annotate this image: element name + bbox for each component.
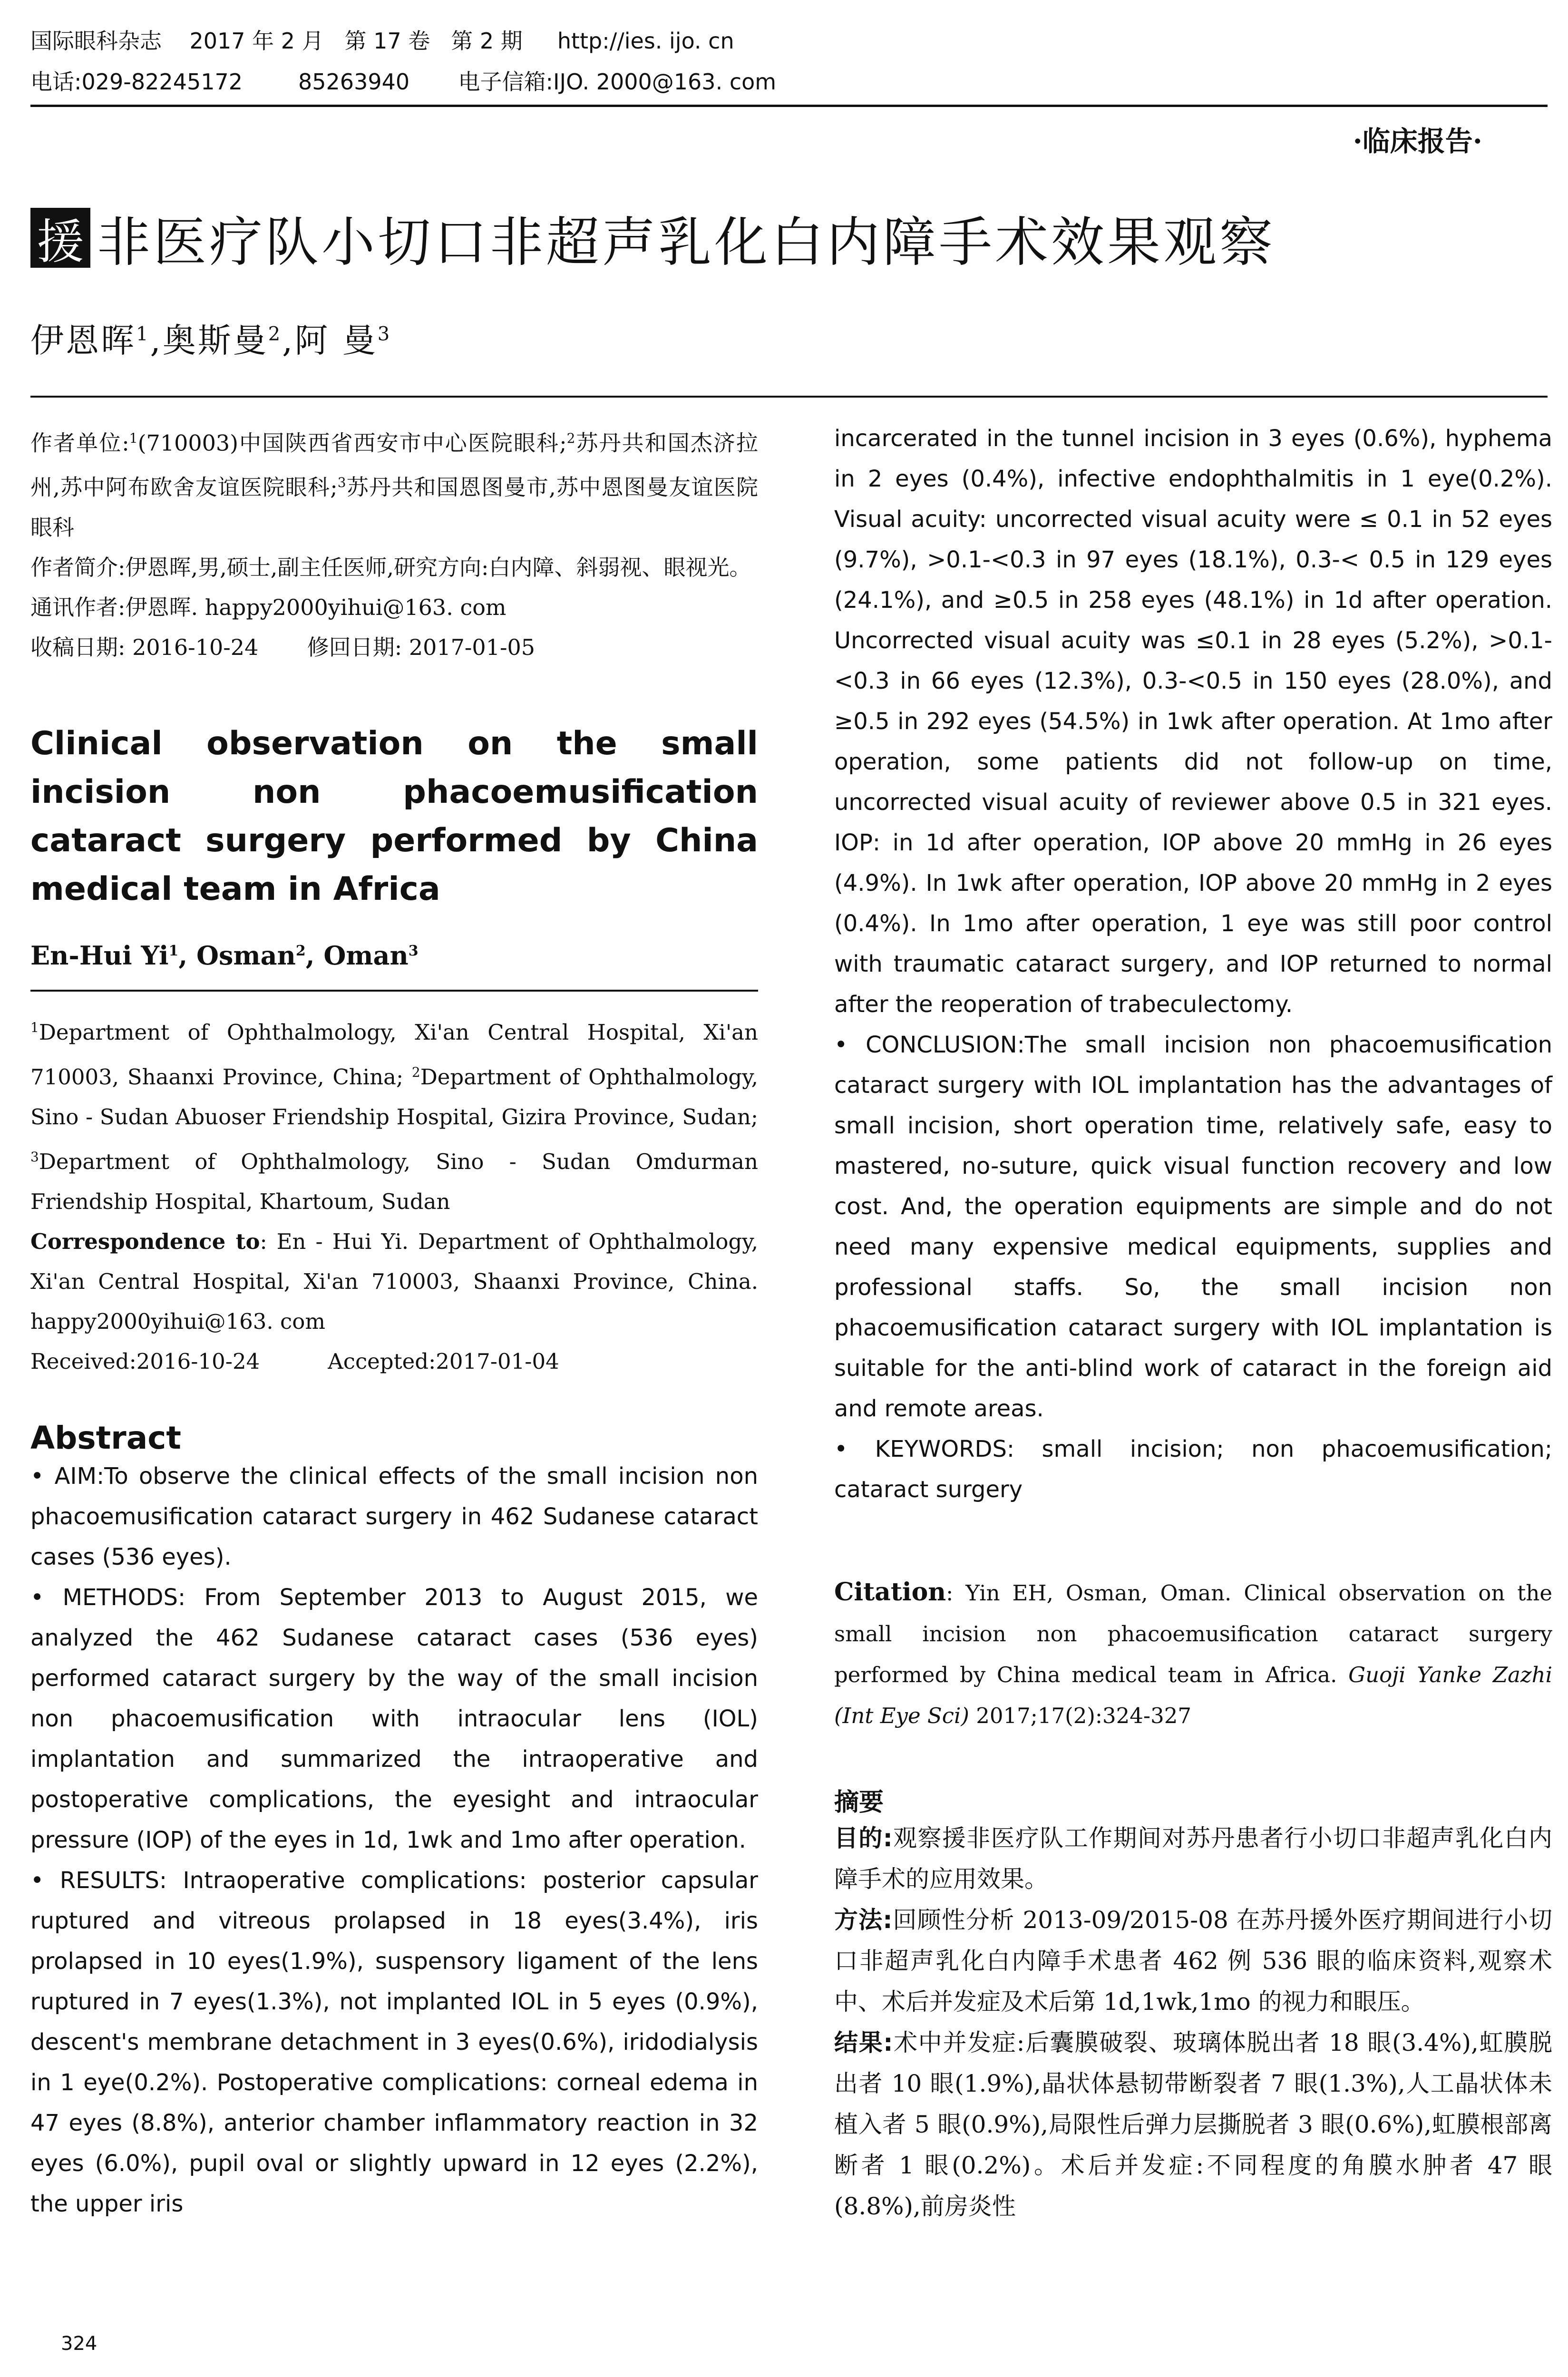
abstract-keywords: • KEYWORDS: small incision; non phacoemusification; cataract surgery xyxy=(834,1436,1552,1503)
authors-chinese: 伊恩晖$^1$,奥斯曼$^2$,阿 曼$^3$ xyxy=(30,321,392,360)
correspondence: Correspondence to: En - Hui Yi. Department of Ophthalmology, Xi'an Central Hospital, Xi'an 710003, Shaanxi Province, China. happy2000yihui@163. com xyxy=(30,1228,759,1334)
title-text: 非医疗队小切口非超声乳化白内障手术效果观察 xyxy=(97,211,1276,273)
left-column xyxy=(30,419,758,2224)
abstract-aim: • AIM:To observe the clinical effects of the small incision non phacoemusification cataract surgery in 462 Sudanese cataract cases (536 eyes). xyxy=(30,1462,758,1570)
abstract-conclusion: • CONCLUSION:The small incision non phacoemusification cataract surgery with IOL implantation has the advantages of small incision, short operation time, relatively safe, easy to mastered, no-suture, quick visual function recovery and low cost. And, the operation equipments are simple and do not need many expensive medical equipments, supplies and professional staffs. So, the small incision non phacoemusification cataract surgery with IOL implantation is suitable for the anti-blind work of cataract in the foreign aid and remote areas. xyxy=(834,1032,1552,1422)
english-title: Clinical observation on the small incision non phacoemusification cataract surgery performed by China medical team in Africa xyxy=(30,724,758,908)
chinese-abstract-heading: 摘要 xyxy=(834,1788,884,1817)
header-rule xyxy=(30,105,1548,107)
chinese-abstract-results: 结果:术中并发症:后囊膜破裂、玻璃体脱出者 18 眼(3.4%),虹膜脱出者 10 眼(1.9%),晶状体悬韧带断裂者 7 眼(1.3%),人工晶状体未植入者 5 眼(0.9%),局限性后弹力层撕脱者 3 眼(0.6%),虹膜根部离断者 1 眼(0.2%)。术后并发症:不同程度的角膜水肿者 47 眼(8.8%),前房炎性 xyxy=(834,2029,1552,2220)
dates-cn: 收稿日期: 2016-10-24 修回日期: 2017-01-05 xyxy=(30,634,536,660)
received-accepted: Received:2016-10-24 Accepted:2017-01-04 xyxy=(30,1348,559,1374)
section-tag: ·临床报告· xyxy=(1353,125,1482,157)
corresponding-author-cn: 通讯作者:伊恩晖. happy2000yihui@163. com xyxy=(30,594,506,620)
title-first-char-inverted: 援 xyxy=(30,208,90,268)
author-units: 作者单位:$^1$(710003)中国陕西省西安市中心医院眼科;$^2$苏丹共和国杰济拉州,苏中阿布欧舍友谊医院眼科;$^3$苏丹共和国恩图曼市,苏中恩图曼友谊医院眼科 xyxy=(30,430,759,540)
author-info-chinese xyxy=(30,419,758,667)
right-column xyxy=(834,419,1552,2227)
abstract-methods: • METHODS: From September 2013 to August 2015, we analyzed the 462 Sudanese cataract cases (536 eyes) performed cataract surgery by the way of the small incision non phacoemusification with intraocular lens (IOL) implantation and summarized the intraoperative and postoperative complications, the eyesight and intraocular pressure (IOP) of the eyes in 1d, 1wk and 1mo after operation. xyxy=(30,1584,758,1853)
affiliation-list: $^1$Department of Ophthalmology, Xi'an Central Hospital, Xi'an 710003, Shaanxi Province, China; $^2$Department of Ophthalmology, Sino - Sudan Abuoser Friendship Hospital, Gizira Province, Sudan; $^3$Department of Ophthalmology, Sino - Sudan Omdurman Friendship Hospital, Khartoum, Sudan xyxy=(30,1019,758,1214)
header-journal-info: 国际眼科杂志 2017 年 2 月 第 17 卷 第 2 期 http://ies. ijo. cn xyxy=(30,28,734,54)
title-rule xyxy=(30,396,1548,398)
affiliation-rule xyxy=(30,990,758,992)
chinese-abstract-methods: 方法:回顾性分析 2013-09/2015-08 在苏丹援外医疗期间进行小切口非超声乳化白内障手术患者 462 例 536 眼的临床资料,观察术中、术后并发症及术后第 1d,1wk,1mo 的视力和眼压。 xyxy=(834,1906,1552,2016)
abstract-heading: Abstract xyxy=(30,1419,181,1456)
affiliations-english xyxy=(30,1008,758,1382)
citation: Citation: Yin EH, Osman, Oman. Clinical observation on the small incision non phacoemusification cataract surgery performed by China medical team in Africa. Guoji Yanke Zazhi (Int Eye Sci) 2017;17(2):324-327 xyxy=(834,1578,1552,1728)
header-contact-info: 电话:029-82245172 85263940 电子信箱:IJO. 2000@163. com xyxy=(30,69,777,95)
author-bio: 作者简介:伊恩晖,男,硕士,副主任医师,研究方向:白内障、斜弱视、眼视光。 xyxy=(30,554,751,580)
chinese-abstract-aim: 目的:观察援非医疗队工作期间对苏丹患者行小切口非超声乳化白内障手术的应用效果。 xyxy=(834,1824,1553,1893)
page-number: 324 xyxy=(61,2333,97,2355)
article-title xyxy=(30,200,1276,276)
abstract-results-part1: • RESULTS: Intraoperative complications: posterior capsular ruptured and vitreous prolapsed in 18 eyes(3.4%), iris prolapsed in 10 eyes(1.9%), suspensory ligament of the lens ruptured in 7 eyes(1.3%), not implanted IOL in 5 eyes (0.9%), descent's membrane detachment in 3 eyes(0.6%), iridodialysis in 1 eye(0.2%). Postoperative complications: corneal edema in 47 eyes (8.8%), anterior chamber inflammatory reaction in 32 eyes (6.0%), pupil oval or slightly upward in 12 eyes (2.2%), the upper iris xyxy=(30,1867,758,2217)
authors-english: En-Hui Yi$^1$, Osman$^2$, Oman$^3$ xyxy=(30,940,419,971)
abstract-results-part2: incarcerated in the tunnel incision in 3 eyes (0.6%), hyphema in 2 eyes (0.4%), infective endophthalmitis in 1 eye(0.2%). Visual acuity: uncorrected visual acuity were ≤ 0.1 in 52 eyes (9.7%), >0.1-<0.3 in 97 eyes (18.1%), 0.3-< 0.5 in 129 eyes (24.1%), and ≥0.5 in 258 eyes (48.1%) in 1d after operation. Uncorrected visual acuity was ≤0.1 in 28 eyes (5.2%), >0.1-<0.3 in 66 eyes (12.3%), 0.3-<0.5 in 150 eyes (28.0%), and ≥0.5 in 292 eyes (54.5%) in 1wk after operation. At 1mo after operation, some patients did not follow-up on time, uncorrected visual acuity of reviewer above 0.5 in 321 eyes. IOP: in 1d after operation, IOP above 20 mmHg in 26 eyes (4.9%). In 1wk after operation, IOP above 20 mmHg in 2 eyes (0.4%). In 1mo after operation, 1 eye was still poor control with traumatic cataract surgery, and IOP returned to normal after the reoperation of trabeculectomy. xyxy=(834,425,1552,1018)
